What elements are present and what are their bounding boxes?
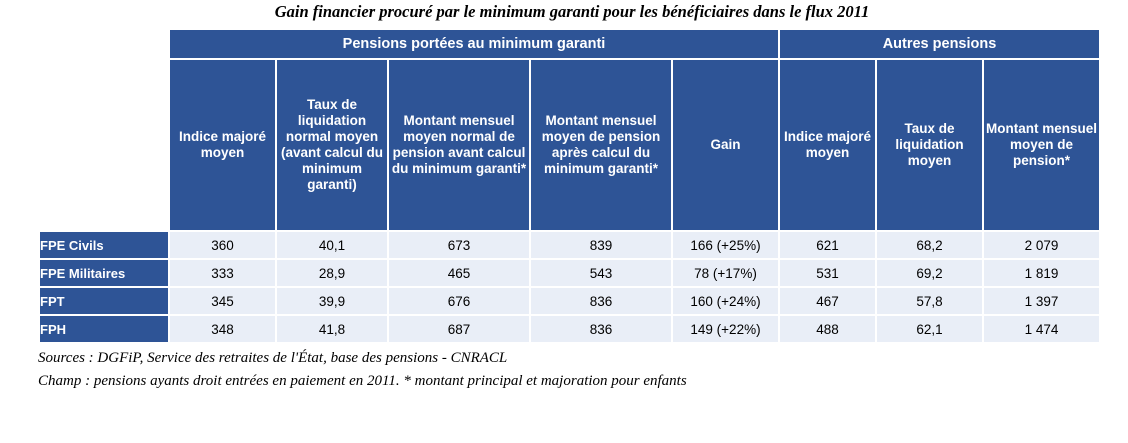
cell-fpe-civils-taux-autres: 68,2 — [877, 232, 982, 258]
group-header-minimum-garanti: Pensions portées au minimum garanti — [170, 30, 778, 58]
cell-fpt-indice-mg: 345 — [170, 288, 275, 314]
cell-fph-taux-normal: 41,8 — [277, 316, 387, 342]
group-header-autres-pensions: Autres pensions — [780, 30, 1099, 58]
column-header-montant-mensuel-moyen: Montant mensuel moyen de pension* — [984, 60, 1099, 230]
page-title: Gain financier procuré par le minimum garanti pour les bénéficiaires dans le flux 2011 — [274, 2, 870, 21]
note-scope: Champ : pensions ayants droit entrées en paiement en 2011. * montant principal et majoration pour enfants — [38, 373, 687, 389]
row-label-fpe-civils: FPE Civils — [40, 232, 168, 258]
group-header-row — [40, 30, 1099, 58]
cell-fph-montant-avant: 687 — [389, 316, 529, 342]
table-row — [40, 260, 1099, 286]
cell-fpe-militaires-montant-autres: 1 819 — [984, 260, 1099, 286]
data-table — [38, 28, 1101, 344]
row-label-fpt: FPT — [40, 288, 168, 314]
cell-fpe-militaires-indice-mg: 333 — [170, 260, 275, 286]
cell-fpe-civils-indice-mg: 360 — [170, 232, 275, 258]
table-row — [40, 232, 1099, 258]
column-header-indice-majore-moyen-autres: Indice majoré moyen — [780, 60, 875, 230]
cell-fpe-militaires-taux-autres: 69,2 — [877, 260, 982, 286]
cell-fpe-militaires-gain: 78 (+17%) — [673, 260, 778, 286]
cell-fpe-militaires-taux-normal: 28,9 — [277, 260, 387, 286]
column-header-row — [40, 60, 1099, 230]
corner-spacer — [40, 30, 168, 58]
row-label-header-spacer — [40, 60, 168, 230]
cell-fpe-militaires-indice-autres: 531 — [780, 260, 875, 286]
cell-fpt-montant-apres: 836 — [531, 288, 671, 314]
cell-fpt-gain: 160 (+24%) — [673, 288, 778, 314]
cell-fpe-militaires-montant-avant: 465 — [389, 260, 529, 286]
cell-fpe-civils-montant-apres: 839 — [531, 232, 671, 258]
cell-fpe-militaires-montant-apres: 543 — [531, 260, 671, 286]
cell-fph-indice-mg: 348 — [170, 316, 275, 342]
column-header-montant-apres-mg: Montant mensuel moyen de pension après calcul du minimum garanti* — [531, 60, 671, 230]
column-header-indice-majore-moyen-mg: Indice majoré moyen — [170, 60, 275, 230]
cell-fpt-taux-autres: 57,8 — [877, 288, 982, 314]
column-header-gain: Gain — [673, 60, 778, 230]
cell-fpe-civils-montant-avant: 673 — [389, 232, 529, 258]
table-row — [40, 316, 1099, 342]
cell-fph-indice-autres: 488 — [780, 316, 875, 342]
cell-fpe-civils-taux-normal: 40,1 — [277, 232, 387, 258]
cell-fpt-montant-avant: 676 — [389, 288, 529, 314]
cell-fpe-civils-indice-autres: 621 — [780, 232, 875, 258]
column-header-taux-liquidation-normal-moyen: Taux de liquidation normal moyen (avant calcul du minimum garanti) — [277, 60, 387, 230]
cell-fph-montant-autres: 1 474 — [984, 316, 1099, 342]
column-header-montant-avant-mg: Montant mensuel moyen normal de pension avant calcul du minimum garanti* — [389, 60, 529, 230]
row-label-fph: FPH — [40, 316, 168, 342]
table-row — [40, 288, 1099, 314]
cell-fph-taux-autres: 62,1 — [877, 316, 982, 342]
row-label-fpe-militaires: FPE Militaires — [40, 260, 168, 286]
cell-fpe-civils-montant-autres: 2 079 — [984, 232, 1099, 258]
cell-fph-montant-apres: 836 — [531, 316, 671, 342]
cell-fpt-indice-autres: 467 — [780, 288, 875, 314]
cell-fpe-civils-gain: 166 (+25%) — [673, 232, 778, 258]
cell-fph-gain: 149 (+22%) — [673, 316, 778, 342]
cell-fpt-taux-normal: 39,9 — [277, 288, 387, 314]
column-header-taux-liquidation-moyen: Taux de liquidation moyen — [877, 60, 982, 230]
cell-fpt-montant-autres: 1 397 — [984, 288, 1099, 314]
note-sources: Sources : DGFiP, Service des retraites de l'État, base des pensions - CNRACL — [38, 350, 508, 366]
